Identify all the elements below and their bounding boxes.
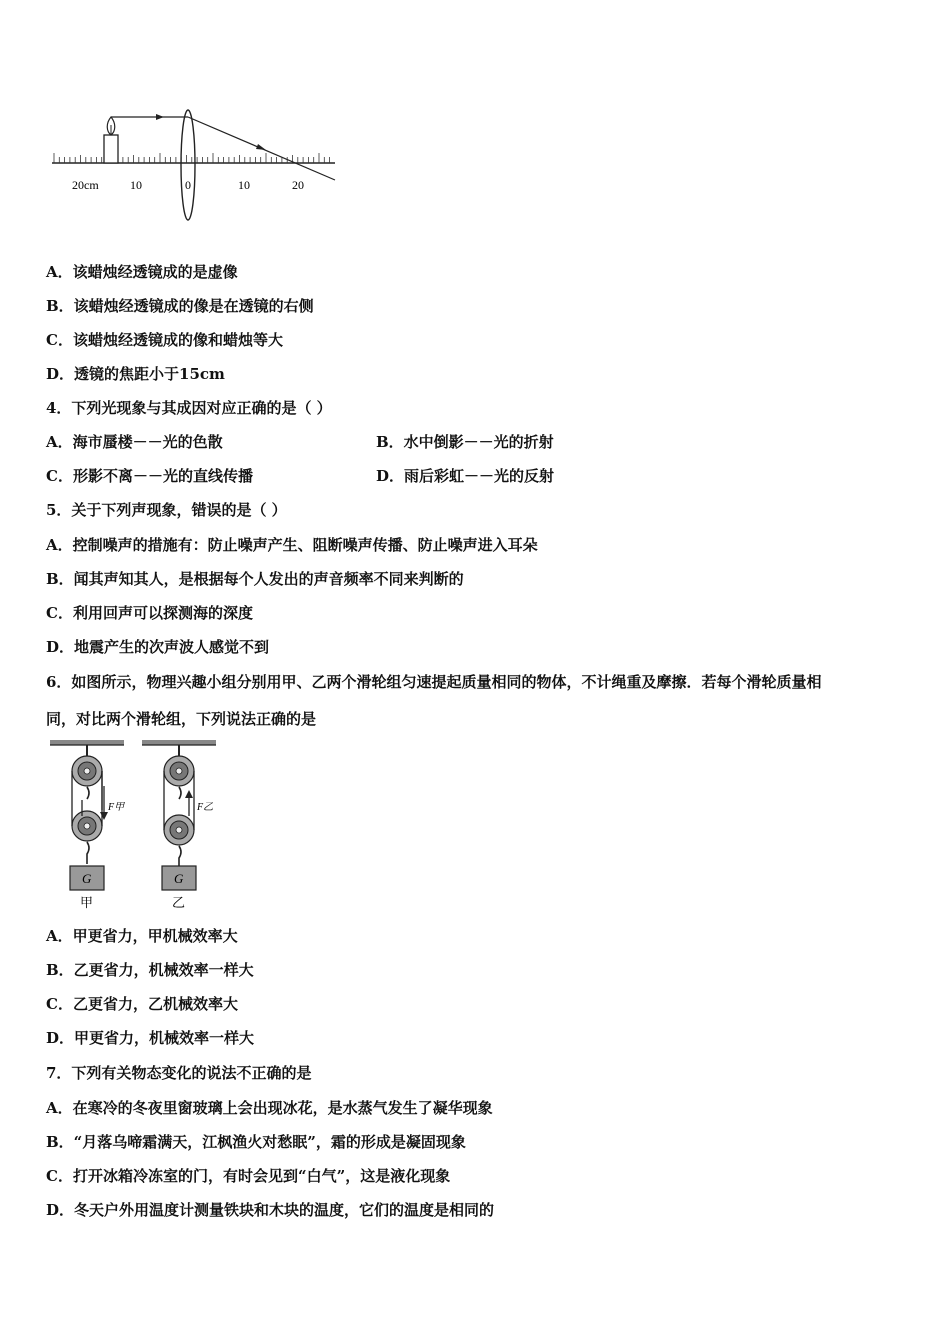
q5-option-d: D．地震产生的次声波人感觉不到 xyxy=(46,638,270,656)
ruler-ticks xyxy=(54,153,330,163)
q6-stem-line1: 6．如图所示，物理兴趣小组分别用甲、乙两个滑轮组匀速提起质量相同的物体，不计绳重及摩擦．若每个滑轮质量相 xyxy=(46,673,822,691)
q5-option-c: C．利用回声可以探测海的深度 xyxy=(46,604,253,622)
q7-option-d: D．冬天户外用温度计测量铁块和木块的温度，它们的温度是相同的 xyxy=(46,1201,495,1219)
q6-option-c: C．乙更省力，乙机械效率大 xyxy=(46,995,238,1013)
q5-option-a: A．控制噪声的措施有：防止噪声产生、阻断噪声传播、防止噪声进入耳朵 xyxy=(46,536,538,554)
q7-option-a: A．在寒冷的冬夜里窗玻璃上会出现冰花，是水蒸气发生了凝华现象 xyxy=(46,1099,493,1117)
ruler-label-0: 0 xyxy=(185,178,191,192)
left-caption: 甲 xyxy=(80,895,94,910)
pulley-diagram xyxy=(46,738,226,910)
q3-option-a: A．该蜡烛经透镜成的是虚像 xyxy=(46,263,238,281)
q3-option-d: D．透镜的焦距小于15cm xyxy=(46,365,225,383)
ruler-label-10-left: 10 xyxy=(130,178,142,192)
q4-option-c: C．形影不离－－光的直线传播 xyxy=(46,467,253,485)
q3-option-b: B．该蜡烛经透镜成的像是在透镜的右侧 xyxy=(46,297,314,315)
q6-option-b: B．乙更省力，机械效率一样大 xyxy=(46,961,254,979)
q6-option-d: D．甲更省力，机械效率一样大 xyxy=(46,1029,255,1047)
ruler-label-20cm: 20cm xyxy=(72,178,99,192)
q4-row-1 xyxy=(46,432,554,452)
ruler-label-20: 20 xyxy=(292,178,304,192)
q5-option-b: B．闻其声知其人，是根据每个人发出的声音频率不同来判断的 xyxy=(46,570,464,588)
candle xyxy=(104,135,118,163)
right-force-label: F乙 xyxy=(197,802,214,813)
q4-option-d: D．雨后彩虹－－光的反射 xyxy=(376,467,555,485)
q4-row-2 xyxy=(46,466,555,486)
ruler-label-10-right: 10 xyxy=(238,178,250,192)
q7-stem: 7．下列有关物态变化的说法不正确的是 xyxy=(46,1064,312,1082)
right-weight-label: G xyxy=(174,871,184,886)
q3-option-c: C．该蜡烛经透镜成的像和蜡烛等大 xyxy=(46,331,283,349)
q7-option-b: B．“月落乌啼霜满天，江枫渔火对愁眠”，霜的形成是凝固现象 xyxy=(46,1133,466,1151)
q5-stem: 5．关于下列声现象，错误的是（ ） xyxy=(46,501,287,519)
q4-option-a: A．海市蜃楼－－光的色散 xyxy=(46,433,223,451)
q4-stem: 4．下列光现象与其成因对应正确的是（ ） xyxy=(46,399,332,417)
right-caption: 乙 xyxy=(172,895,186,910)
q6-stem-line2: 同，对比两个滑轮组，下列说法正确的是 xyxy=(46,710,317,728)
convex-lens xyxy=(181,110,195,220)
left-weight-label: G xyxy=(82,871,92,886)
lens-diagram xyxy=(50,95,340,225)
q7-option-c: C．打开冰箱冷冻室的门，有时会见到“白气”，这是液化现象 xyxy=(46,1167,451,1185)
q4-option-b: B．水中倒影－－光的折射 xyxy=(376,433,554,451)
q6-option-a: A．甲更省力，甲机械效率大 xyxy=(46,927,238,945)
left-force-label: F甲 xyxy=(108,802,125,813)
